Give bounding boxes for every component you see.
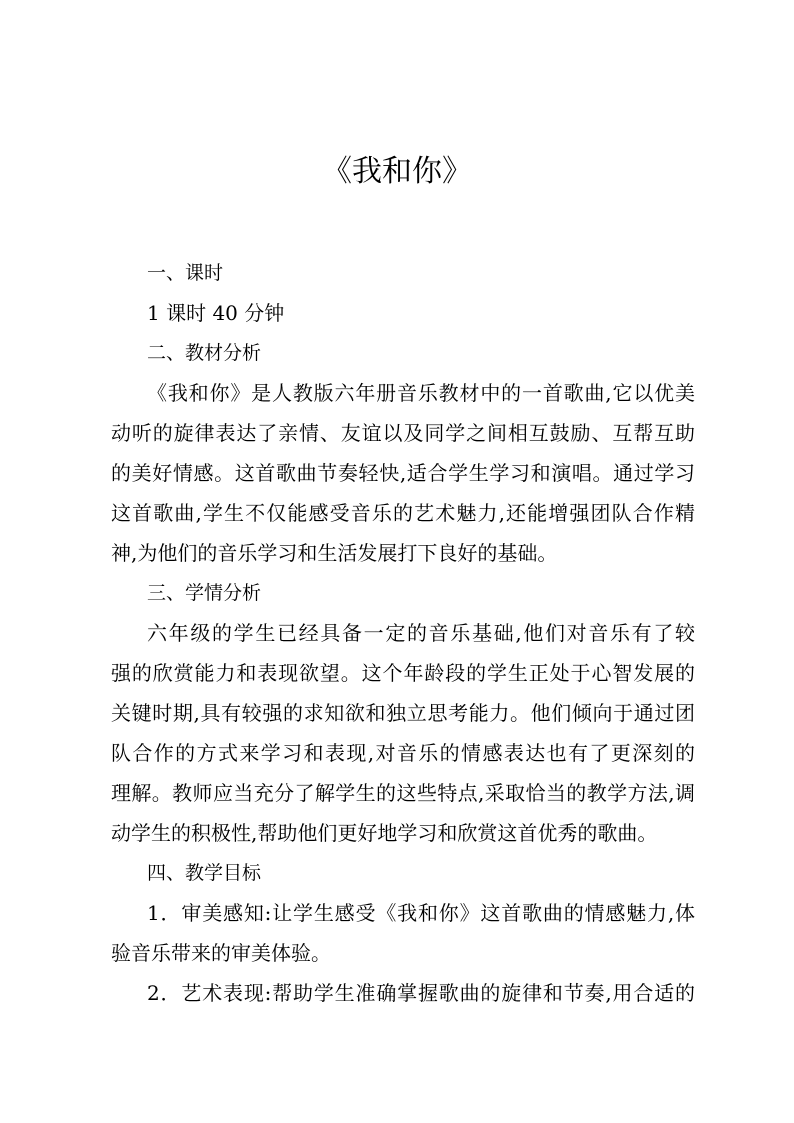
section-heading-student-analysis: 三、学情分析	[147, 582, 262, 604]
paragraph-line: 强的欣赏能力和表现欲望。这个年龄段的学生正处于心智发展的	[111, 661, 695, 685]
document-title: 《我和你》	[322, 154, 472, 189]
paragraph-line: 的美好情感。这首歌曲节奏轻快,适合学生学习和演唱。通过学习	[111, 461, 695, 485]
paragraph-line: 《我和你》是人教版六年册音乐教材中的一首歌曲,它以优美	[147, 381, 695, 405]
goal-line: 1．审美感知:让学生感受《我和你》这首歌曲的情感魅力,体	[147, 901, 695, 925]
section-heading-lesson-hours: 一、课时	[147, 262, 224, 284]
paragraph-line: 神,为他们的音乐学习和生活发展打下良好的基础。	[111, 541, 558, 565]
document-body	[111, 253, 695, 1013]
section-heading-material-analysis: 二、教材分析	[147, 342, 262, 364]
lesson-hours-text: 1 课时 40 分钟	[147, 301, 285, 325]
paragraph-line: 理解。教师应当充分了解学生的这些特点,采取恰当的教学方法,调	[111, 781, 695, 805]
goal-line: 2．艺术表现:帮助学生准确掌握歌曲的旋律和节奏,用合适的	[147, 981, 695, 1005]
paragraph-line: 这首歌曲,学生不仅能感受音乐的艺术魅力,还能增强团队合作精	[111, 501, 695, 525]
paragraph-line: 动学生的积极性,帮助他们更好地学习和欣赏这首优秀的歌曲。	[111, 821, 658, 845]
paragraph-line: 动听的旋律表达了亲情、友谊以及同学之间相互鼓励、互帮互助	[111, 421, 695, 445]
paragraph-line: 关键时期,具有较强的求知欲和独立思考能力。他们倾向于通过团	[111, 701, 695, 725]
paragraph-line: 队合作的方式来学习和表现,对音乐的情感表达也有了更深刻的	[111, 741, 695, 765]
paragraph-line: 六年级的学生已经具备一定的音乐基础,他们对音乐有了较	[147, 621, 695, 645]
goal-line: 验音乐带来的审美体验。	[111, 941, 331, 965]
section-heading-teaching-goals: 四、教学目标	[147, 862, 262, 884]
